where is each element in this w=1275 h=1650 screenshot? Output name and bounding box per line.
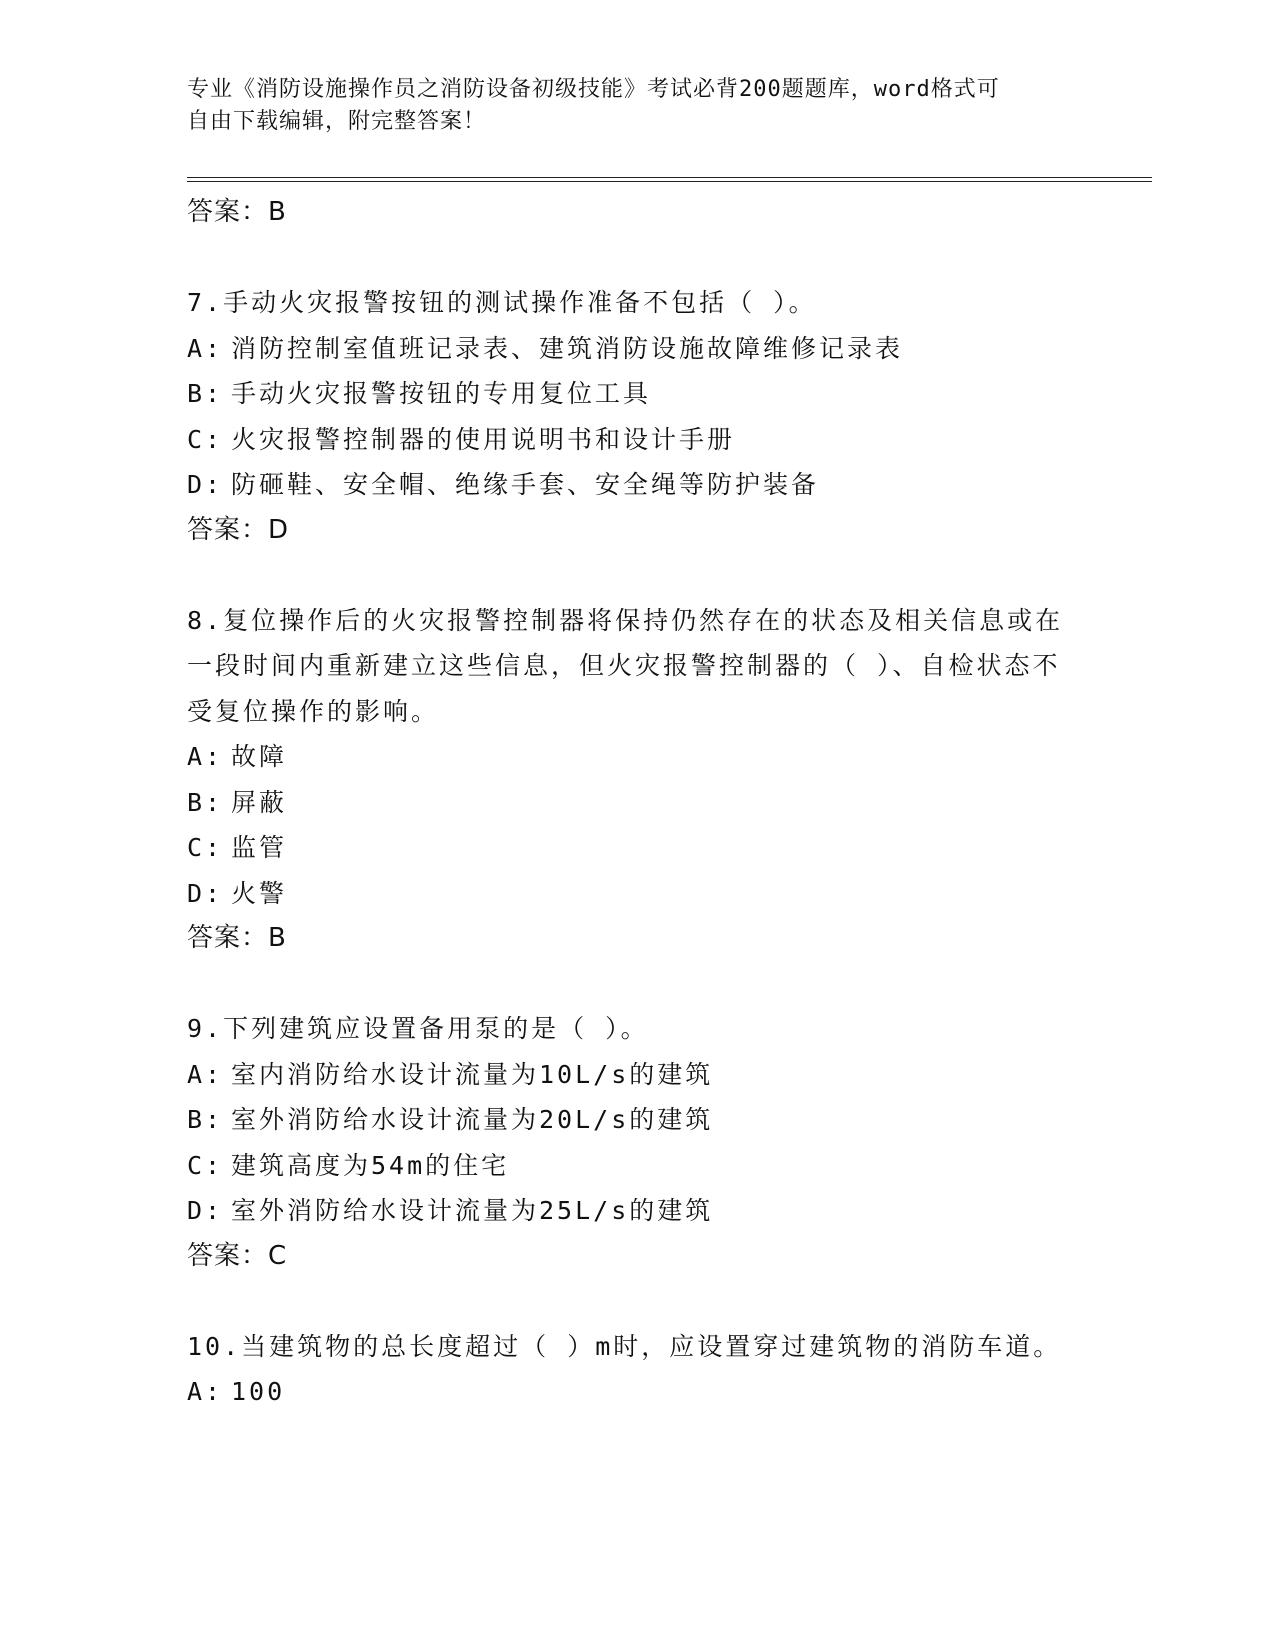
question-text: 7.手动火灾报警按钮的测试操作准备不包括（ ）。 (187, 288, 817, 317)
question-text: 8.复位操作后的火灾报警控制器将保持仍然存在的状态及相关信息或在一段时间内重新建立这些信息，但火灾报警控制器的（ ）、自检状态不受复位操作的影响。 (187, 605, 1064, 726)
header-line-2: 自由下载编辑，附完整答案！ (187, 109, 487, 134)
option-label: A: (187, 1059, 224, 1089)
option-b (187, 780, 1067, 826)
header-divider (187, 177, 1152, 182)
option-label: B: (187, 787, 224, 817)
option-c (187, 1143, 1067, 1189)
option-label: B: (187, 379, 224, 408)
option-text: 屏蔽 (231, 787, 288, 817)
question-block (187, 1324, 1067, 1415)
option-text: 监管 (231, 833, 288, 862)
option-a (187, 326, 1067, 372)
header-line-1: 专业《消防设施操作员之消防设备初级技能》考试必背200题题库，word格式可 (187, 77, 1000, 102)
option-text: 室内消防给水设计流量为10L/s的建筑 (231, 1059, 714, 1089)
option-label: A: (187, 333, 224, 363)
option-label: B: (187, 1105, 224, 1134)
option-label: C: (187, 424, 224, 454)
option-c (187, 825, 1067, 871)
option-d (187, 871, 1067, 917)
option-label: D: (187, 470, 224, 499)
option-d (187, 462, 1067, 508)
option-text: 室外消防给水设计流量为20L/s的建筑 (231, 1105, 714, 1134)
option-c (187, 417, 1067, 463)
option-label: A: (187, 1377, 224, 1406)
option-text: 手动火灾报警按钮的专用复位工具 (231, 379, 652, 408)
option-text: 室外消防给水设计流量为25L/s的建筑 (231, 1196, 714, 1225)
document-body (187, 190, 1067, 1415)
option-label: D: (187, 1196, 224, 1225)
option-text: 防砸鞋、安全帽、绝缘手套、安全绳等防护装备 (231, 470, 820, 499)
answer-line: 答案：D (187, 514, 290, 545)
option-text: 火警 (231, 878, 288, 908)
question-block (187, 280, 1067, 552)
question-text: 10.当建筑物的总长度超过（ ）m时，应设置穿过建筑物的消防车道。 (187, 1331, 1062, 1361)
question-block (187, 598, 1067, 961)
answer-line: 答案：B (187, 197, 287, 227)
option-text: 建筑高度为54m的住宅 (231, 1150, 510, 1180)
option-label: A: (187, 742, 224, 771)
option-a (187, 1052, 1067, 1098)
option-label: D: (187, 878, 224, 908)
option-text: 故障 (231, 742, 288, 771)
option-text: 100 (231, 1377, 286, 1406)
answer-line: 答案：C (187, 1240, 288, 1271)
option-b (187, 1097, 1067, 1143)
option-text: 火灾报警控制器的使用说明书和设计手册 (231, 424, 736, 454)
option-a (187, 734, 1067, 780)
question-block (187, 1006, 1067, 1278)
option-d (187, 1188, 1067, 1234)
option-label: C: (187, 833, 224, 862)
option-b (187, 371, 1067, 417)
question-text: 9.下列建筑应设置备用泵的是（ ）。 (187, 1014, 649, 1043)
answer-line: 答案：B (187, 923, 287, 953)
option-text: 消防控制室值班记录表、建筑消防设施故障维修记录表 (231, 333, 904, 363)
option-label: C: (187, 1150, 224, 1180)
document-header (187, 74, 1067, 138)
option-a (187, 1369, 1067, 1415)
